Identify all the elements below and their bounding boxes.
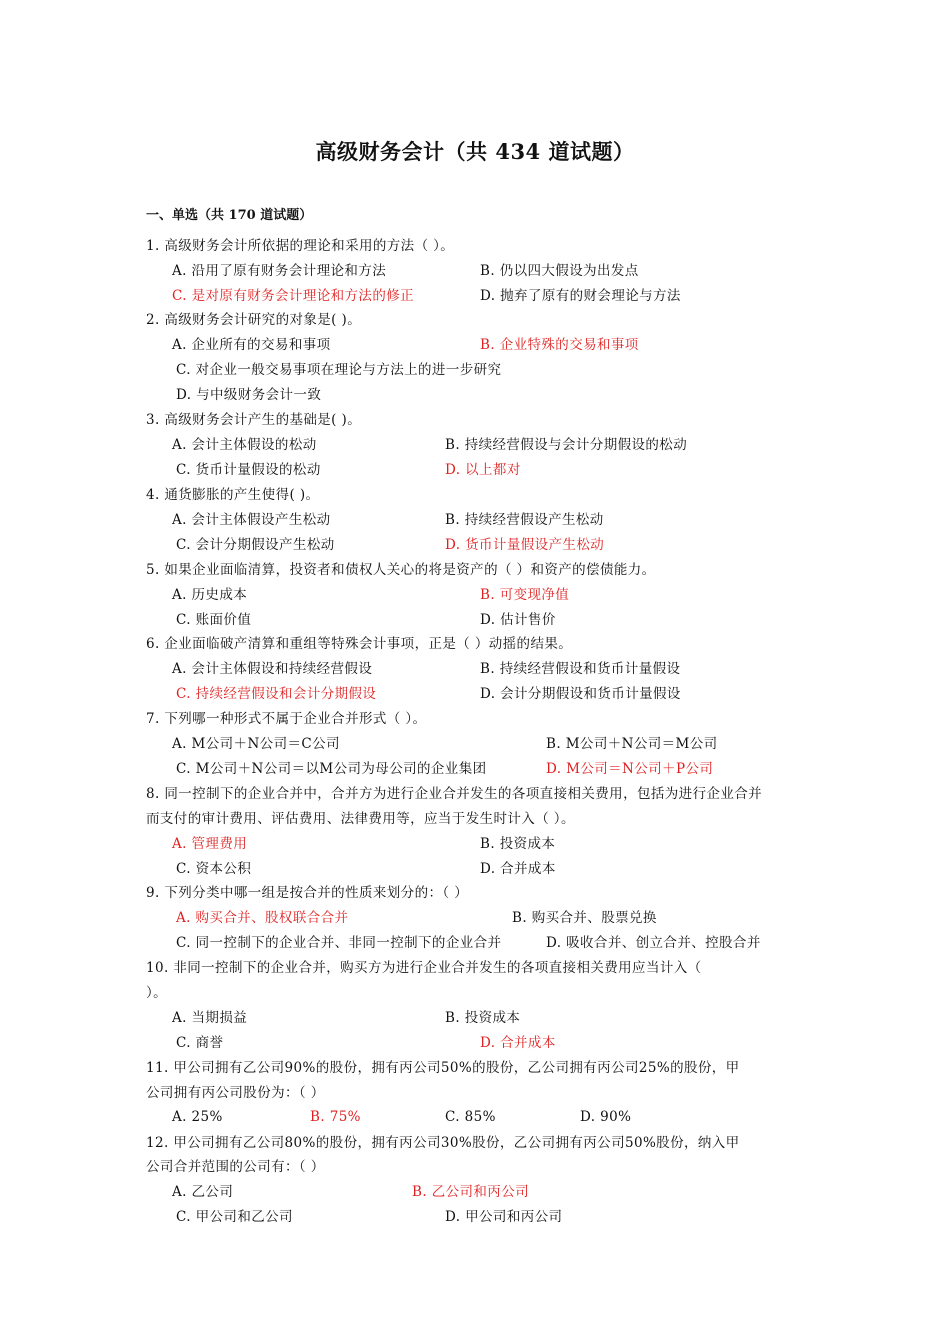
question-stem: 3. 高级财务会计产生的基础是( )。 [146,412,362,428]
answer-option: D. 吸收合并、创立合并、控股合并 [546,935,761,951]
answer-option: D. 合并成本 [480,861,556,877]
answer-option: C. 会计分期假设产生松动 [176,537,335,553]
answer-option: B. 购买合并、股票兑换 [512,910,657,926]
answer-option-correct: A. 管理费用 [172,836,248,852]
answer-option: A. 会计主体假设产生松动 [172,512,331,528]
answer-option-correct: B. 75% [310,1109,361,1125]
answer-option: A. M公司＋N公司＝C公司 [172,736,340,752]
answer-option: A. 会计主体假设的松动 [172,437,317,453]
answer-option: B. 仍以四大假设为出发点 [480,263,639,279]
question-stem-continued: 公司合并范围的公司有：（ ） [146,1159,325,1175]
section-heading: 一、单选（共 170 道试题） [146,208,313,223]
question-stem: 5. 如果企业面临清算，投资者和债权人关心的将是资产的（ ）和资产的偿债能力。 [146,562,656,578]
answer-option: A. 乙公司 [172,1184,234,1200]
answer-option-correct: D. 以上都对 [445,462,521,478]
answer-option: D. 抛弃了原有的财会理论与方法 [480,288,681,304]
answer-option: A. 企业所有的交易和事项 [172,337,331,353]
answer-option: C. 账面价值 [176,612,252,628]
answer-option: A. 当期损益 [172,1010,248,1026]
answer-option: A. 沿用了原有财务会计理论和方法 [172,263,387,279]
answer-option: B. 投资成本 [445,1010,521,1026]
answer-option: A. 会计主体假设和持续经营假设 [172,661,373,677]
answer-option-correct: B. 可变现净值 [480,587,570,603]
answer-option-correct: C. 持续经营假设和会计分期假设 [176,686,377,702]
answer-option: C. 85% [445,1109,496,1125]
question-stem: 7. 下列哪一种形式不属于企业合并形式（ ）。 [146,711,427,727]
answer-option: D. 估计售价 [480,612,556,628]
document-title: 高级财务会计（共 434 道试题） [315,139,635,164]
answer-option-correct: D. M公司＝N公司＋P公司 [546,761,714,777]
answer-option: B. 持续经营假设与会计分期假设的松动 [445,437,688,453]
answer-option: C. 对企业一般交易事项在理论与方法上的进一步研究 [176,362,502,378]
answer-option: B. 投资成本 [480,836,556,852]
answer-option: C. 同一控制下的企业合并、非同一控制下的企业合并 [176,935,502,951]
question-stem: 1. 高级财务会计所依据的理论和采用的方法（ ）。 [146,238,455,254]
answer-option: D. 甲公司和丙公司 [445,1209,563,1225]
question-stem: 9. 下列分类中哪一组是按合并的性质来划分的：（ ） [146,885,469,901]
question-stem: 4. 通货膨胀的产生使得( )。 [146,487,320,503]
answer-option: C. 甲公司和乙公司 [176,1209,293,1225]
answer-option: C. M公司＋N公司＝以M公司为母公司的企业集团 [176,761,487,777]
answer-option: D. 90% [580,1109,632,1125]
answer-option-correct: B. 乙公司和丙公司 [412,1184,530,1200]
question-stem: 8. 同一控制下的企业合并中，合并方为进行企业合并发生的各项直接相关费用，包括为进行企业合并 [146,786,763,802]
answer-option-correct: C. 是对原有财务会计理论和方法的修正 [172,288,415,304]
answer-option: B. 持续经营假设产生松动 [445,512,604,528]
answer-option-correct: D. 货币计量假设产生松动 [445,537,605,553]
answer-option-correct: D. 合并成本 [480,1035,556,1051]
question-stem-continued: 公司拥有丙公司股份为：（ ） [146,1085,325,1101]
answer-option: B. 持续经营假设和货币计量假设 [480,661,681,677]
answer-option: D. 会计分期假设和货币计量假设 [480,686,681,702]
question-stem: 2. 高级财务会计研究的对象是( )。 [146,312,362,328]
question-stem-continued: 而支付的审计费用、评估费用、法律费用等，应当于发生时计入（ ）。 [146,811,575,827]
question-stem: 12. 甲公司拥有乙公司80%的股份，拥有丙公司30%股份，乙公司拥有丙公司50%股份，纳入甲 [146,1135,740,1151]
answer-option: A. 历史成本 [172,587,248,603]
question-stem: 6. 企业面临破产清算和重组等特殊会计事项，正是（ ）动摇的结果。 [146,636,573,652]
answer-option: A. 25% [172,1109,223,1125]
question-stem-continued: ）。 [146,985,168,1001]
answer-option: C. 资本公积 [176,861,252,877]
question-stem: 11. 甲公司拥有乙公司90%的股份，拥有丙公司50%的股份，乙公司拥有丙公司25%的股份，甲 [146,1060,740,1076]
question-stem: 10. 非同一控制下的企业合并，购买方为进行企业合并发生的各项直接相关费用应当计入（ [146,960,702,976]
answer-option: C. 商誉 [176,1035,224,1051]
answer-option: B. M公司＋N公司＝M公司 [546,736,718,752]
answer-option-correct: A. 购买合并、股权联合合并 [176,910,349,926]
answer-option-correct: B. 企业特殊的交易和事项 [480,337,639,353]
answer-option: C. 货币计量假设的松动 [176,462,321,478]
answer-option: D. 与中级财务会计一致 [176,387,322,403]
